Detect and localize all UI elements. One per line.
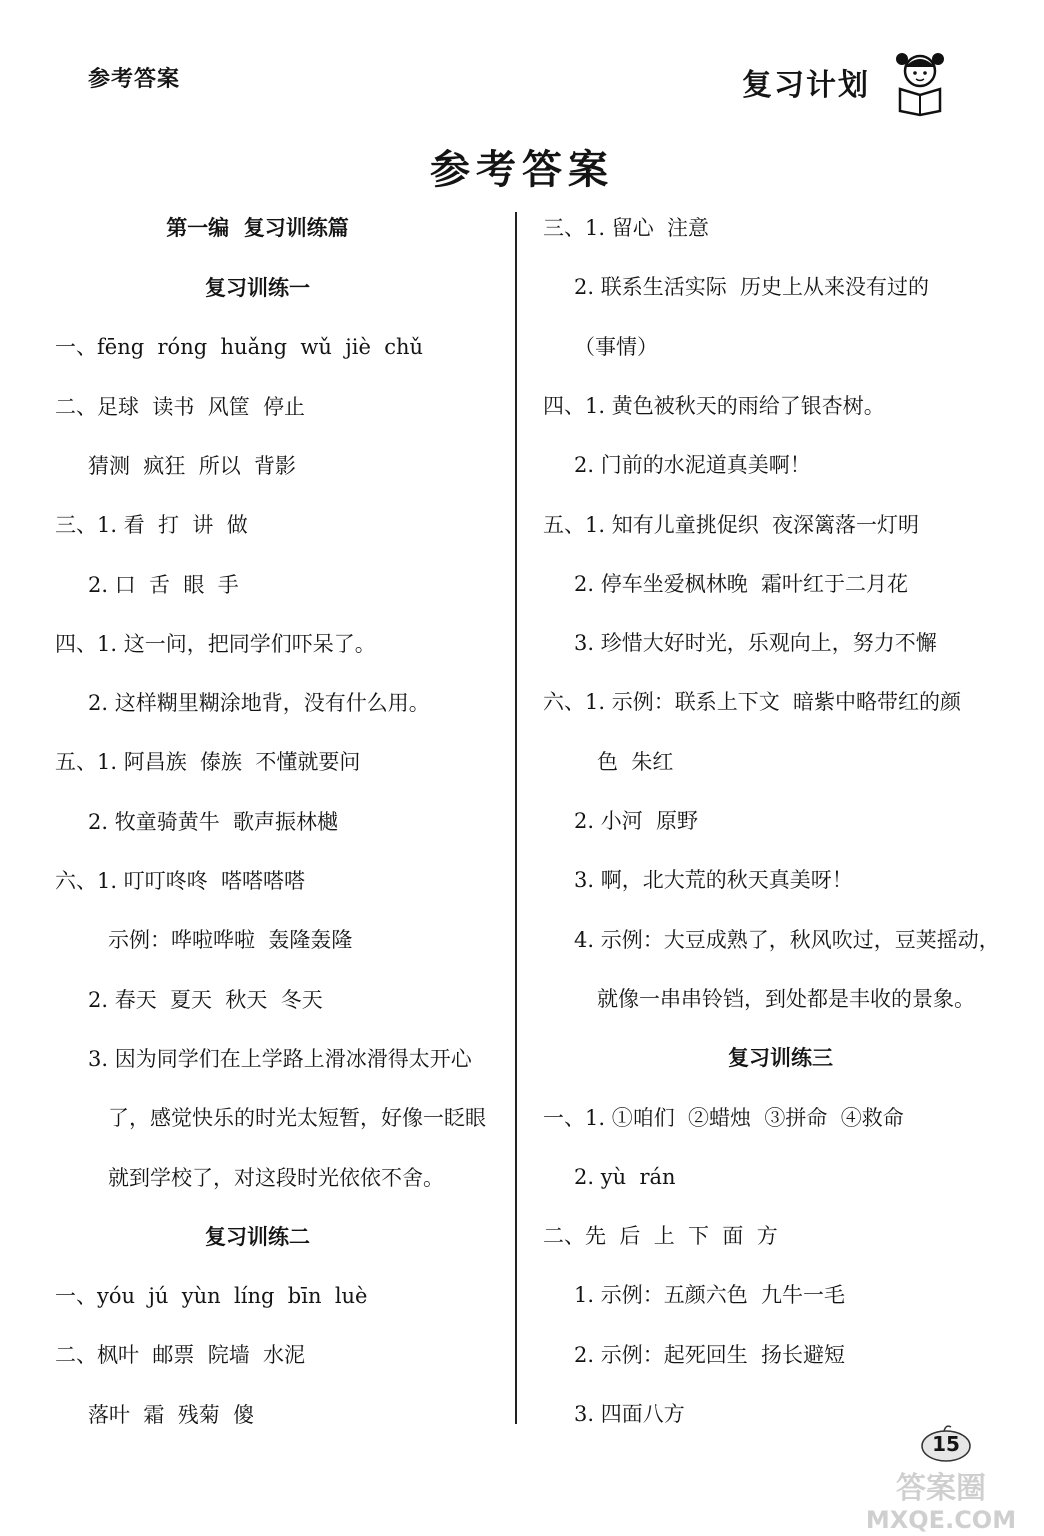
answer-line: （事情） bbox=[574, 334, 658, 359]
column-divider bbox=[515, 212, 517, 1424]
answer-line: 四、1. 这一问，把同学们吓呆了。 bbox=[55, 631, 376, 656]
answer-line: 四、1. 黄色被秋天的雨给了银杏树。 bbox=[543, 393, 885, 418]
answer-line: 3. 珍惜大好时光，乐观向上，努力不懈 bbox=[574, 631, 937, 656]
answer-line: 就像一串串铃铛，到处都是丰收的景象。 bbox=[597, 986, 975, 1011]
watermark-bottom-text: MXQE.COM bbox=[865, 1506, 1017, 1532]
answer-line: 3. 因为同学们在上学路上滑冰滑得太开心 bbox=[88, 1046, 472, 1071]
subsection-heading: 复习训练一 bbox=[205, 275, 310, 300]
answer-line: 一、1. ①咱们 ②蜡烛 ③拼命 ④救命 bbox=[543, 1105, 904, 1130]
answer-line: 六、1. 叮叮咚咚 嗒嗒嗒嗒 bbox=[55, 869, 306, 893]
answer-line: 3. 四面八方 bbox=[574, 1402, 685, 1426]
answer-line: 二、足球 读书 风筐 停止 bbox=[55, 394, 306, 419]
subsection-heading: 复习训练二 bbox=[205, 1223, 310, 1249]
answer-line: 2. 门前的水泥道真美啊！ bbox=[574, 453, 811, 478]
section-title: 第一编 复习训练篇 bbox=[166, 215, 349, 240]
answer-line: 2. 示例：起死回生 扬长避短 bbox=[574, 1342, 846, 1367]
answer-line: 2. 春天 夏天 秋天 冬天 bbox=[88, 987, 323, 1012]
answer-line: 六、1. 示例：联系上下文 暗紫中略带红的颜 bbox=[543, 690, 962, 715]
answer-line: 2. 联系生活实际 历史上从来没有过的 bbox=[574, 275, 930, 300]
answer-line: 了，感觉快乐的时光太短暂，好像一眨眼 bbox=[108, 1106, 486, 1131]
answer-line: 就到学校了，对这段时光依依不舍。 bbox=[108, 1165, 444, 1190]
answer-line: 猜测 疯狂 所以 背影 bbox=[88, 453, 297, 478]
brand-title: 复习计划 bbox=[742, 68, 870, 103]
watermark bbox=[846, 1468, 1036, 1532]
answer-line: 2. 口 舌 眼 手 bbox=[88, 572, 239, 597]
answer-line: 1. 示例：五颜六色 九牛一毛 bbox=[574, 1283, 846, 1308]
answer-line: 2. 这样糊里糊涂地背，没有什么用。 bbox=[88, 691, 430, 716]
answer-line: 二、先 后 上 下 面 方 bbox=[543, 1224, 778, 1249]
answer-line: 一、fēng róng huǎng wǔ jiè chǔ bbox=[55, 335, 424, 360]
page-number bbox=[918, 1424, 974, 1464]
page-title: 参考答案 bbox=[430, 146, 614, 193]
answer-line: 一、yóu jú yùn líng bīn luè bbox=[55, 1284, 368, 1309]
answer-line: 3. 啊，北大荒的秋天真美呀！ bbox=[574, 868, 853, 893]
brand-logo bbox=[742, 52, 950, 112]
answer-line: 二、枫叶 邮票 院墙 水泥 bbox=[55, 1343, 306, 1368]
answer-line: 2. 小河 原野 bbox=[574, 809, 699, 833]
answer-line: 五、1. 阿昌族 傣族 不懂就要问 bbox=[55, 750, 361, 775]
girl-reading-book-icon bbox=[890, 47, 950, 117]
answer-line: 2. yù rán bbox=[574, 1164, 676, 1189]
answer-line: 五、1. 知有儿童挑促织 夜深篱落一灯明 bbox=[543, 512, 920, 537]
page-number-text: 15 bbox=[932, 1432, 960, 1456]
watermark-top-text: 答案圈 bbox=[896, 1471, 986, 1506]
corner-label: 参考答案 bbox=[88, 67, 181, 92]
answer-line: 2. 停车坐爱枫林晚 霜叶红于二月花 bbox=[574, 571, 909, 596]
subsection-heading: 复习训练三 bbox=[728, 1045, 833, 1071]
answer-line: 色 朱红 bbox=[597, 749, 674, 774]
answer-line: 三、1. 看 打 讲 做 bbox=[55, 513, 248, 538]
answer-line: 2. 牧童骑黄牛 歌声振林樾 bbox=[88, 809, 339, 834]
answer-line: 示例：哗啦哗啦 轰隆轰隆 bbox=[108, 928, 353, 953]
answer-line: 4. 示例：大豆成熟了，秋风吹过，豆荚摇动， bbox=[574, 927, 1000, 952]
answer-line: 三、1. 留心 注意 bbox=[543, 216, 710, 240]
answer-line: 落叶 霜 残菊 傻 bbox=[88, 1402, 255, 1427]
